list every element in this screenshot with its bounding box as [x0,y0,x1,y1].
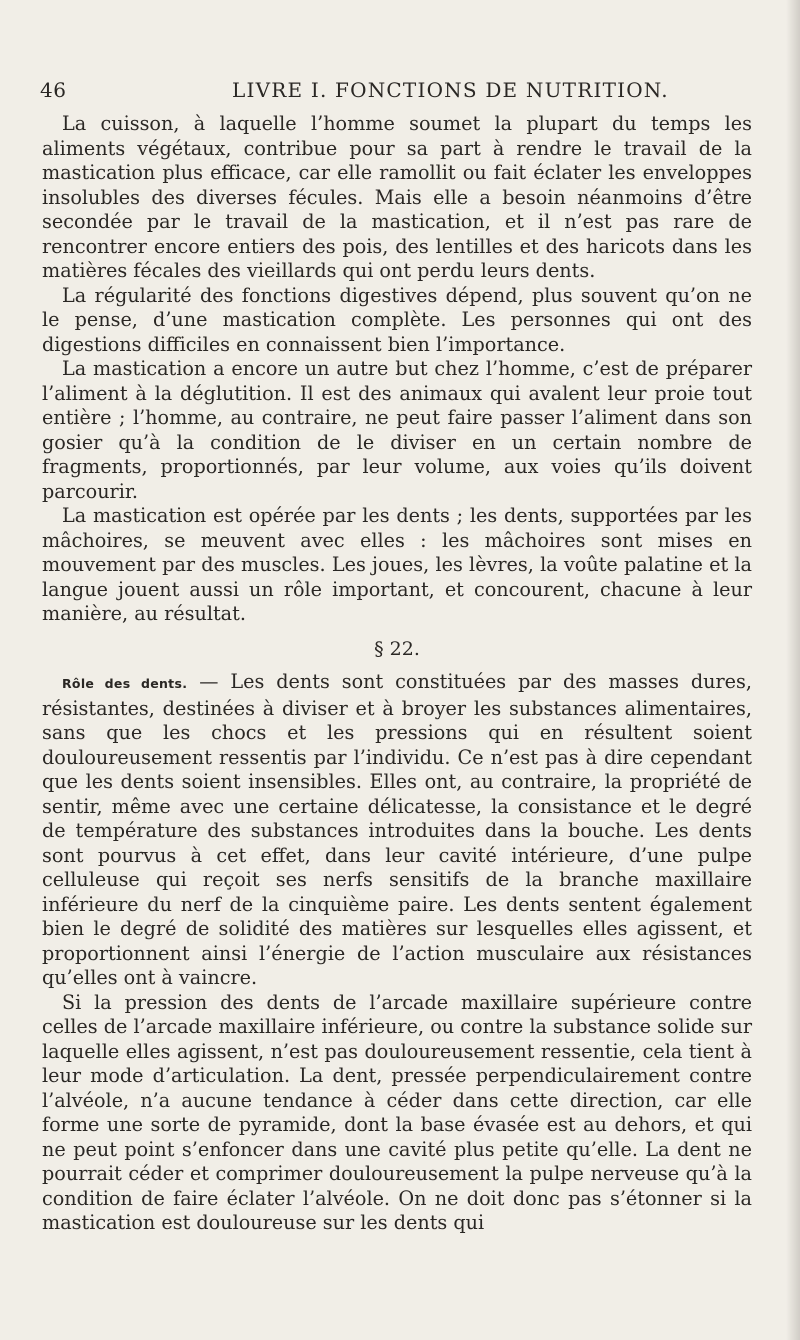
page-number: 46 [40,78,67,102]
page-edge-shadow [786,0,800,1340]
paragraph-pression: Si la pression des dents de l’arcade maxillaire supérieure contre celles de l’arcade maxillaire inférieure, ou contre la substance solide sur laquelle elles agissent, n’est pas douloureusement ressentie, cela tient à leur mode d’articulation. La dent, pressée perpendiculairement contre l’alvéole, n’a aucune tendance à céder dans cette direction, car elle forme une sorte de pyramide, dont la base évasée est au dehors, et qui ne peut point s’enfoncer dans une cavité plus petite qu’elle. La dent ne pourrait céder et comprimer douloureusement la pulpe nerveuse qu’à la condition de faire éclater l’alvéole. On ne doit donc pas s’étonner si la mastication est douloureuse sur les dents qui [42,990,752,1234]
paragraph-deglutition: La mastication a encore un autre but chez l’homme, c’est de préparer l’aliment à la déglutition. Il est des animaux qui avalent leur proie tout entière ; l’homme, au contraire, ne peut faire passer l’aliment dans son gosier qu’à la condition de le diviser en un certain nombre de fragments, proportionnés, par leur volume, aux voies qu’ils doivent parcourir. [42,357,752,503]
paragraph-cuisson: La cuisson, à laquelle l’homme soumet la plupart du temps les aliments végétaux, contribue pour sa part à rendre le travail de la mastication plus efficace, car elle ramollit ou fait éclater les enveloppes insolubles des diverses fécules. Mais elle a besoin néanmoins d’être secondée par le travail de la mastication, et il n’est pas rare de rencontrer encore entiers des pois, des lentilles et des haricots dans les matières fécales des vieillards qui ont perdu leurs dents. [42,112,752,282]
side-heading: Rôle des dents. [62,676,188,691]
paragraph-role-des-dents [42,670,752,991]
body-text [42,112,752,1236]
page-header [0,78,800,108]
paragraph-regularite: La régularité des fonctions digestives dépend, plus souvent qu’on ne le pense, d’une mastication complète. Les personnes qui ont des digestions difficiles en connaissent bien l’importance. [42,283,752,356]
section-number: § 22. [374,637,420,660]
running-head: LIVRE I. FONCTIONS DE NUTRITION. [232,78,669,102]
paragraph-role-text: — Les dents sont constituées par des masses dures, résistantes, destinées à diviser et à broyer les substances alimentaires, sans que les chocs et les pressions qui en résultent soient douloureusement ressentis par l’individu. Ce n’est pas à dire cependant que les dents soient insensibles. Elles ont, au contraire, la propriété de sentir, même avec une certaine délicatesse, la consistance et le degré de température des substances introduites dans la bouche. Les dents sont pourvus à cet effet, dans leur cavité intérieure, d’une pulpe celluleuse qui reçoit ses nerfs sensitifs de la branche maxillaire inférieure du nerf de la cinquième paire. Les dents sentent également bien le degré de solidité des matières sur lesquelles elles agissent, et proportionnent ainsi l’énergie de l’action musculaire aux résistances qu’elles ont à vaincre. [42,670,752,989]
paragraph-mastication-dents: La mastication est opérée par les dents ; les dents, supportées par les mâchoires, se meuvent avec elles : les mâchoires sont mises en mouvement par des muscles. Les joues, les lèvres, la voûte palatine et la langue jouent aussi un rôle important, et concourent, chacune à leur manière, au résultat. [42,504,752,625]
